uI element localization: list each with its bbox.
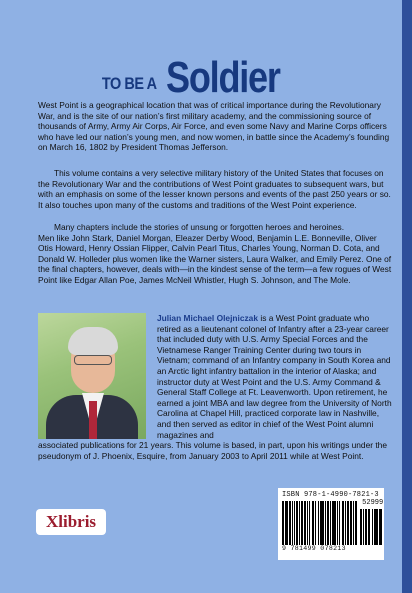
barcode-box (278, 488, 384, 560)
publisher-logo (36, 509, 106, 535)
paragraph-3-first-line: Many chapters include the stories of unsung or forgotten heroes and heroines. (54, 222, 345, 232)
title-main: Soldier (166, 53, 281, 102)
barcode-bar (304, 501, 306, 545)
book-spine-edge (402, 0, 412, 593)
barcode-bar (372, 509, 373, 545)
author-bio (157, 313, 392, 440)
paragraph-3-rest: Men like John Stark, Daniel Morgan, Eleazer Derby Wood, Benjamin L.E. Bonneville, Oliver Otis Howard, Henry Ossian Flipper, Calvin Pearl Titus, Charles Young, Norman D. Cota, and Donald W. Holleder plus women like the Warner sisters, Laura Walker, and Emily Perez. One of the final chapters, however, deals with—in the kindest sense of the term—a few rogues of West Point like Edgar Allan Poe, James McNeil Whistler, Hugh S. Johnson, and The Mole. (38, 232, 392, 285)
barcode-bar (363, 509, 364, 545)
barcode-bar (355, 501, 357, 545)
barcode-bar (318, 501, 320, 545)
description-paragraph-3 (38, 222, 392, 286)
barcode-bar (339, 501, 341, 545)
barcode-bar (301, 501, 303, 545)
barcode-bar (350, 501, 352, 545)
barcode-bar (312, 501, 314, 545)
barcode-bar (380, 509, 382, 545)
book-title (0, 30, 402, 100)
barcode-bar (286, 501, 288, 545)
author-bio-continued: associated publications for 21 years. This volume is based, in part, upon his writings under the pseudonym of J. Phoenix, Esquire, from January 2003 to April 2011 while at West Point. (38, 440, 387, 461)
title-prefix: TO BE A (101, 74, 157, 93)
barcode-bar (342, 501, 344, 545)
price-barcode (360, 509, 383, 545)
barcode-bar (309, 501, 311, 545)
publisher-logo-text: Xlibris (45, 512, 97, 531)
barcode-bar (365, 509, 367, 545)
barcode-bar (345, 501, 346, 545)
price-code-text: 52999 (362, 499, 384, 507)
ean-digits: 9 781499 078213 (282, 545, 346, 552)
barcode-bar (353, 501, 354, 545)
barcode-bar (327, 501, 329, 545)
barcode-bar (368, 509, 370, 545)
description-paragraph-2: This volume contains a very selective military history of the United States that focuses on the Revolutionary War and the contributions of West Point graduates to subsequent wars, but with an emphasis on some of the lesser known persons and events of the past 250 years or so. It also touches upon many of the customs and traditions of the West Point experience. (38, 168, 391, 210)
description-paragraph-1: West Point is a geographical location that was of critical importance during the Revolutionary War, and is the site of our nation’s first military academy, and the commissioning source of thousands of Army, Army Air Corps, Air Force, and even some Navy and Marine Corps officers who have led our nation’s young men, and now women, in battle since the Academy’s founding on March 16, 1802 by President Thomas Jefferson. (38, 100, 390, 153)
author-photo (38, 313, 146, 439)
author-bio-text: is a West Point graduate who retired as a lieutenant colonel of Infantry after a 23-year career that included duty with U.S. Army Special Forces and the Vietnamese Ranger Training Center during two tours in Vietnam; command of an Infantry company in South Korea and an Arctic light infantry battalion in the interior of Alaska; and instructor duty at West Point and the U.S. Army Command & General Staff College at Ft. Leavenworth. Upon retirement, he earned a joint MBA and law degree from the University of North Carolina at Chapel Hill, practiced corporate law in Nashville, and then served as editor in chief of the West Point alumni magazines and (157, 313, 392, 440)
barcode-bar (299, 501, 300, 545)
isbn-text: ISBN 978-1-4990-7821-3 (282, 491, 379, 499)
barcode-bar (315, 501, 316, 545)
ean-barcode (282, 501, 358, 545)
author-name: Julian Michael Olejniczak (157, 313, 259, 323)
